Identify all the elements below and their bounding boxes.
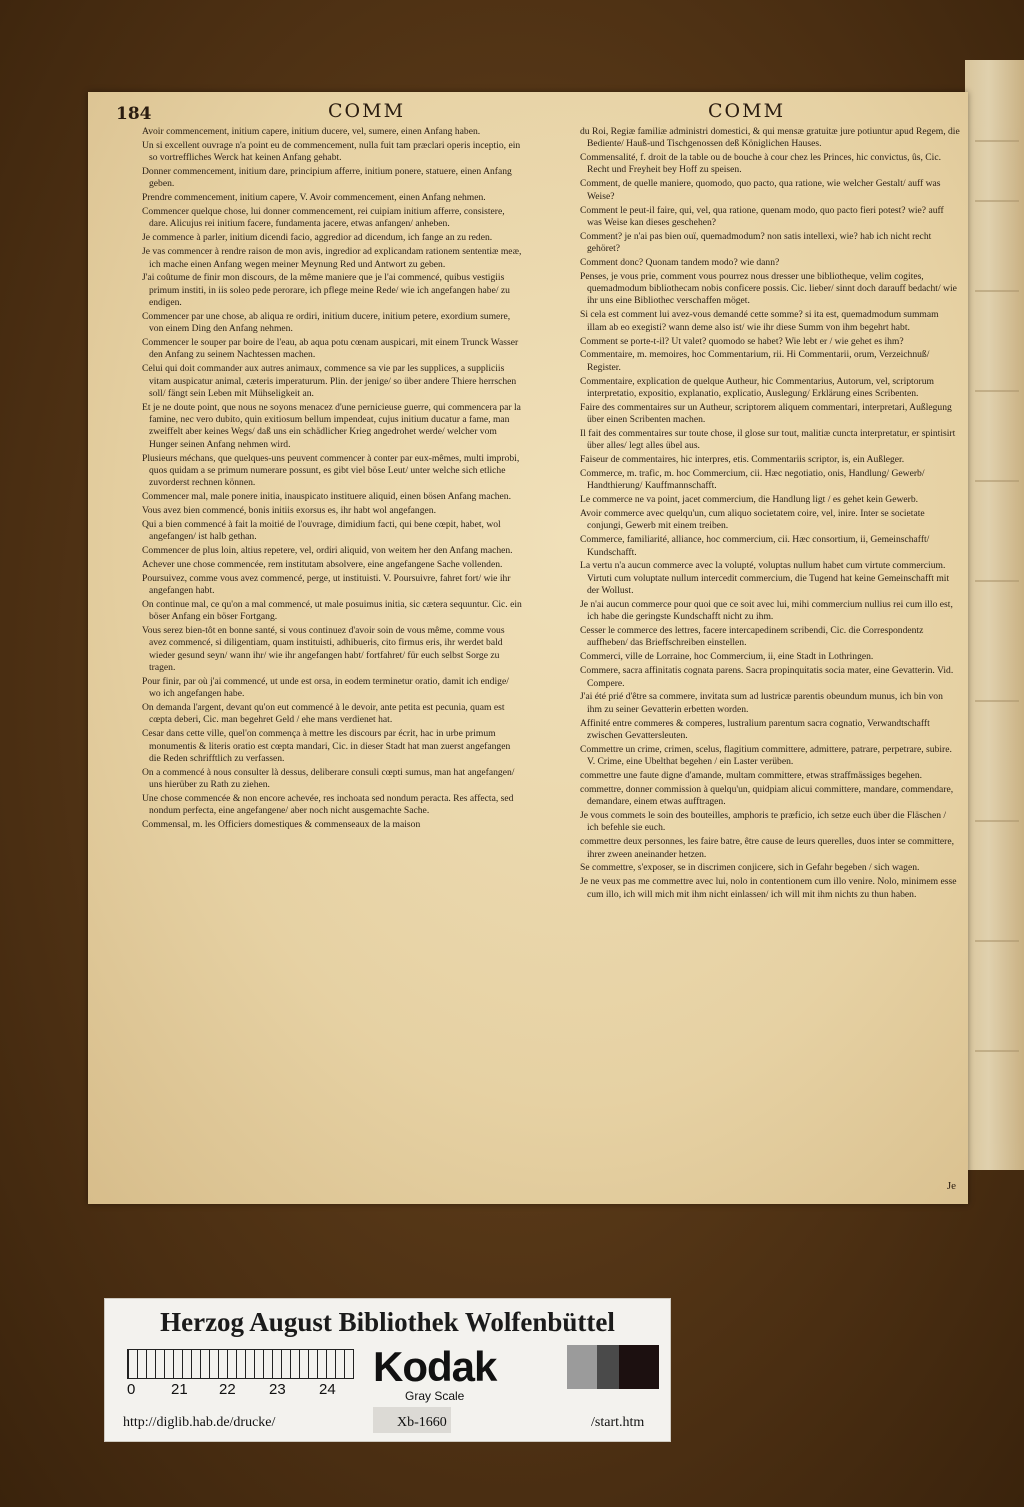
dictionary-entry: Penses, je vous prie, comment vous pourrez nous dresser une bibliotheque, velim cogites, quemadmodum bibliothecam nobis conficere possis. Cic. lieber/ sinnt doch darauff bedacht/ wie ihr uns eine Bibliothec verschaffen möget. — [580, 270, 957, 307]
ruler-number: 21 — [171, 1381, 188, 1398]
right-column — [580, 126, 960, 903]
dictionary-entry: Se commettre, s'exposer, se in discrimen conjicere, sich in Gefahr begeben / sich wagen. — [580, 862, 920, 874]
dictionary-entry: Plusieurs méchans, que quelques-uns peuvent commencer à conter par eux-mêmes, multi improbi, quos quidam a se primum numerare possunt, es gibt viel böse Leut/ unter welche sich etliche zuvorderst rechnen können. — [142, 452, 520, 489]
gray-swatch — [619, 1345, 659, 1389]
shelfmark: Xb-1660 — [397, 1415, 447, 1430]
dictionary-entry: Celui qui doit commander aux autres animaux, commence sa vie par les supplices, a suppliciis vitam auspicatur animal, cæteris imperaturum. Plin. der jenige/ so über andere Thiere herrschen soll/ fängt sein Leben mit Mühseligkeit an. — [142, 363, 517, 399]
dictionary-entry: Commencer le souper par boire de l'eau, ab aqua potu cœnam auspicari, mit einem Trunck Wasser den Anfang zu seinem Nachtessen machen. — [142, 337, 519, 361]
dictionary-entry: du Roi, Regiæ familiæ administri domestici, & qui mensæ gratuitæ jure potiuntur apud Regem, die Bediente/ Hauß-und Tischgenossen deß Königlichen Hauses. — [580, 126, 960, 150]
dictionary-entry: commettre, donner commission à quelqu'un, quidpiam alicui committere, mandare, commendare, demandare, einem etwas aufftragen. — [580, 783, 954, 808]
dictionary-entry: commettre deux personnes, les faire batre, être cause de leurs querelles, duos inter se committere, ihrer zween aneinander hetzen. — [580, 836, 955, 860]
facing-page-edge — [965, 60, 1024, 1170]
dictionary-entry: Avoir commerce avec quelqu'un, cum aliquo societatem coire, vel, inire. Inter se societate conjungi, Gewerb mit einem treiben. — [580, 508, 925, 532]
url-left: http://diglib.hab.de/drucke/ — [123, 1415, 276, 1430]
dictionary-entry: Affinité entre commeres & comperes, lustralium parentum sacra cognatio, Verwandtschafft zwischen Gevattersleuten. — [580, 717, 930, 741]
measurement-ruler — [127, 1349, 354, 1379]
ruler-number: 23 — [269, 1381, 286, 1398]
book-page — [88, 92, 968, 1204]
dictionary-entry: Comment? je n'ai pas bien ouï, quemadmodum? non satis intellexi, wie? hab ich nicht recht gehöret? — [580, 230, 932, 255]
dictionary-entry: Comment se porte-t-il? Ut valet? quomodo se habet? Wie lebt er / wie gehet es ihm? — [580, 335, 904, 347]
catchword: Je — [946, 1180, 956, 1192]
dictionary-entry: Une chose commencée & non encore achevée, res inchoata sed nondum peracta. Res affecta, sed nondum perfecta, eine angefangene/ aber noch nicht ausgemachte Sache. — [142, 792, 514, 817]
ruler-number: 24 — [319, 1381, 336, 1398]
dictionary-entry: Vous serez bien-tôt en bonne santé, si vous continuez d'avoir soin de vous même, comme vous avez commencé, si diligentiam, quam instituisti, adhibueris, cito firmus eris, ihr werdet bald wieder gesund seyn/ wann ihr/ wie ihr angefangen habt/ fortfahret/ für euch selbst Sorge zu tragen. — [142, 625, 505, 674]
dictionary-entry: Comment donc? Quonam tandem modo? wie dann? — [580, 256, 780, 268]
dictionary-entry: Il fait des commentaires sur toute chose, il glose sur tout, malitiæ cuncta interpretatur, er spintisirt über alles/ legt alles übel aus. — [580, 427, 956, 452]
dictionary-entry: Je vas commencer à rendre raison de mon avis, ingredior ad explicandam rationem sententiæ meæ, ich mache einen Anfang wegen meiner Meynung Red und Antwort zu geben. — [142, 246, 522, 270]
dictionary-entry: On a commencé à nous consulter là dessus, deliberare consuli cœpti sumus, man hat angefangen/ uns hierüber zu Rath zu ziehen. — [142, 766, 515, 791]
dictionary-entry: Comment le peut-il faire, qui, vel, qua ratione, quenam modo, quo pacto fieri potest? wie? auff was Weise kan dieses geschehen? — [580, 204, 944, 228]
page-number: 184 — [116, 104, 152, 124]
dictionary-entry: Commencer par une chose, ab aliqua re ordiri, initium ducere, initium petere, exordium sumere, von einem Ding den Anfang nehmen. — [142, 310, 511, 335]
dictionary-entry: Et je ne doute point, que nous ne soyons menacez d'une pernicieuse guerre, qui commencera par la famine, nec vero dubito, quin exitiosum bellum impendeat, cujus initium ducatur a fame, man zweiffelt aber keines Wegs/ daß uns ein schädlicher Krieg angedrohet werde/ welcher vom Hunger seinen Anfang nehmen wird. — [142, 401, 521, 450]
dictionary-entry: Je vous commets le soin des bouteilles, amphoris te præficio, ich setze euch über die Fläschen / ich befehle sie euch. — [580, 810, 947, 834]
dictionary-entry: Qui a bien commencé à fait la moitié de l'ouvrage, dimidium facti, qui bene cœpit, habet, wol angefangen/ ist halb gethan. — [142, 518, 501, 543]
dictionary-entry: Le commerce ne va point, jacet commercium, die Handlung ligt / es gehet kein Gewerb. — [580, 494, 919, 506]
dictionary-entry: Commerce, m. trafic, m. hoc Commercium, cii. Hæc negotiatio, onis, Handlung/ Gewerb/ Handthierung/ Kauffmannschafft. — [580, 468, 925, 492]
dictionary-entry: J'ai coûtume de finir mon discours, de la même maniere que je l'ai commencé, quibus vestigiis primum institi, in iis soleo pede perorare, ich pflege meine Rede/ wie ich angefangen habe/ zu endigen. — [142, 272, 510, 309]
dictionary-entry: Commentaire, explication de quelque Autheur, hic Commentarius, Autorum, vel, scriptorum interpretatio, expositio, explanatio, explicatio, Auslegung/ Erklärung eines Scribenten. — [580, 375, 934, 399]
dictionary-entry: Commere, sacra affinitatis cognata parens. Sacra propinquitatis socia mater, eine Gevatterin. Vid. Compere. — [580, 665, 954, 689]
dictionary-entry: Faire des commentaires sur un Autheur, scriptorem aliquem commentari, interpretari, Außlegung über einen Scribenten machen. — [580, 401, 952, 426]
dictionary-entry: Pour finir, par où j'ai commencé, ut unde est orsa, in eodem terminetur oratio, damit ich endige/ wo ich angefangen habe. — [142, 675, 509, 700]
dictionary-entry: J'ai été prié d'être sa commere, invitata sum ad lustricæ parentis obeundum munus, ich bin von ihm zu seiner Gevatterin erbetten worden. — [580, 691, 943, 715]
running-head-left: COMM — [328, 100, 406, 122]
library-label-card — [104, 1298, 671, 1442]
dictionary-entry: Commensal, m. les Officiers domestiques & commenseaux de la maison — [142, 819, 421, 831]
dictionary-entry: On continue mal, ce qu'on a mal commencé, ut male posuimus initia, sic cætera sequuntur. Cic. ein böser Anfang ein böser Fortgang. — [142, 598, 522, 623]
dictionary-entry: Poursuivez, comme vous avez commencé, perge, ut instituisti. V. Poursuivre, fahret fort/ wie ihr angefangen habt. — [142, 572, 511, 597]
gray-scale-label: Gray Scale — [405, 1389, 465, 1403]
dictionary-entry: Donner commencement, initium dare, principium afferre, initium ponere, statuere, einen Anfang geben. — [142, 166, 512, 190]
dictionary-entry: Commencer mal, male ponere initia, inauspicato instituere aliquid, einen bösen Anfang machen. — [142, 491, 511, 503]
dictionary-entry: Faiseur de commentaires, hic interpres, etis. Commentariis scriptor, is, ein Außleger. — [580, 454, 905, 466]
dictionary-entry: Commencer quelque chose, lui donner commencement, rei cuipiam initium afferre, consistere, dare. Alicujus rei initium facere, fundamenta jacere, etwas anfangen/ anheben. — [142, 206, 505, 230]
dictionary-entry: Cesar dans cette ville, quel'on commença à mettre les discours par écrit, hac in urbe primum monumentis & literis oratio est cœpta mandari, Cic. in dieser Stadt hat man zuerst angefangen die Reden schrifftlich zu verfassen. — [142, 728, 511, 764]
dictionary-entry: Avoir commencement, initium capere, initium ducere, vel, sumere, einen Anfang haben. — [142, 126, 481, 137]
dictionary-entry: Je commence à parler, initium dicendi facio, aggredior ad dicendum, ich fange an zu reden. — [142, 232, 493, 244]
dictionary-entry: Commerce, familiarité, alliance, hoc commercium, cii. Hæc consortium, ii, Gemeinschafft/ Kundschafft. — [580, 534, 930, 558]
dictionary-entry: Un si excellent ouvrage n'a point eu de commencement, nulla fuit tam præclari operis inceptio, ein so vortreffliches Werck hat keinen Anfang gehabt. — [142, 139, 521, 164]
dictionary-entry: Commettre un crime, crimen, scelus, flagitium committere, admittere, patrare, perpetrare, subire. V. Crime, eine Ubelthat begehen / ein Laster verüben. — [580, 743, 952, 768]
url-right: /start.htm — [591, 1415, 645, 1430]
left-column — [142, 126, 522, 833]
dictionary-entry: Commencer de plus loin, altius repetere, vel, ordiri aliquid, von weitem her den Anfang machen. — [142, 545, 513, 556]
dictionary-entry: Comment, de quelle maniere, quomodo, quo pacto, qua ratione, wie welcher Gestalt/ auff was Weise? — [580, 178, 941, 202]
dictionary-entry: Si cela est comment lui avez-vous demandé cette somme? si ita est, quemadmodum summam illam ab eo exegisti? wann deme also ist/ wie ihr diese Summ von ihm begehrt habt. — [580, 309, 939, 333]
dictionary-entry: Prendre commencement, initium capere, V. Avoir commencement, einen Anfang nehmen. — [142, 192, 486, 204]
dictionary-entry: commettre une faute digne d'amande, multam committere, etwas straffmässiges begehen. — [580, 769, 923, 781]
running-head-right: COMM — [708, 100, 786, 122]
dictionary-entry: Achever une chose commencée, rem institutam absolvere, eine angefangene Sache vollenden. — [142, 558, 503, 570]
dictionary-entry: Commentaire, m. memoires, hoc Commentarium, rii. Hi Commentarii, orum, Verzeichnuß/ Register. — [580, 349, 930, 373]
dictionary-entry: Vous avez bien commencé, bonis initiis exorsus es, ihr habt wol angefangen. — [142, 504, 436, 516]
dictionary-entry: Commensalité, f. droit de la table ou de bouche à cour chez les Princes, hic convictus, ûs, Cic. Recht und Freyheit bey Hoff zu speisen. — [580, 152, 941, 176]
dictionary-entry: Je n'ai aucun commerce pour quoi que ce soit avec lui, mihi commercium nullius rei cum illo est, ich habe die geringste Kundschafft nicht zu ihm. — [580, 598, 953, 623]
library-title: Herzog August Bibliothek Wolfenbüttel — [160, 1307, 615, 1337]
ruler-number: 22 — [219, 1381, 236, 1398]
dictionary-entry: On demanda l'argent, devant qu'on eut commencé à le devoir, ante petita est pecunia, quam est cœpta deberi, Cic. man begehret Geld / ehe mans verdienet hat. — [142, 702, 505, 726]
kodak-logo: Kodak — [373, 1343, 497, 1390]
dictionary-entry: Cesser le commerce des lettres, facere intercapedinem scribendi, Cic. die Correspondentz auffheben/ das Brieffschreiben einstellen. — [580, 625, 924, 649]
dictionary-entry: Je ne veux pas me commettre avec lui, nolo in contentionem cum illo venire. Nolo, minimem esse cum illo, ich will mich mit ihm nicht einlassen/ ich will mit ihm nichts zu thun haben. — [580, 876, 957, 900]
ruler-number: 0 — [127, 1381, 136, 1398]
dictionary-entry: Commerci, ville de Lorraine, hoc Commercium, ii, eine Stadt in Lothringen. — [580, 651, 874, 663]
dictionary-entry: La vertu n'a aucun commerce avec la volupté, voluptas nullum habet cum virtute commercium. Virtuti cum voluptate nullum intercedit commercium, die Tugend hat keine Gemeinschafft mit der Wollust. — [580, 560, 950, 597]
